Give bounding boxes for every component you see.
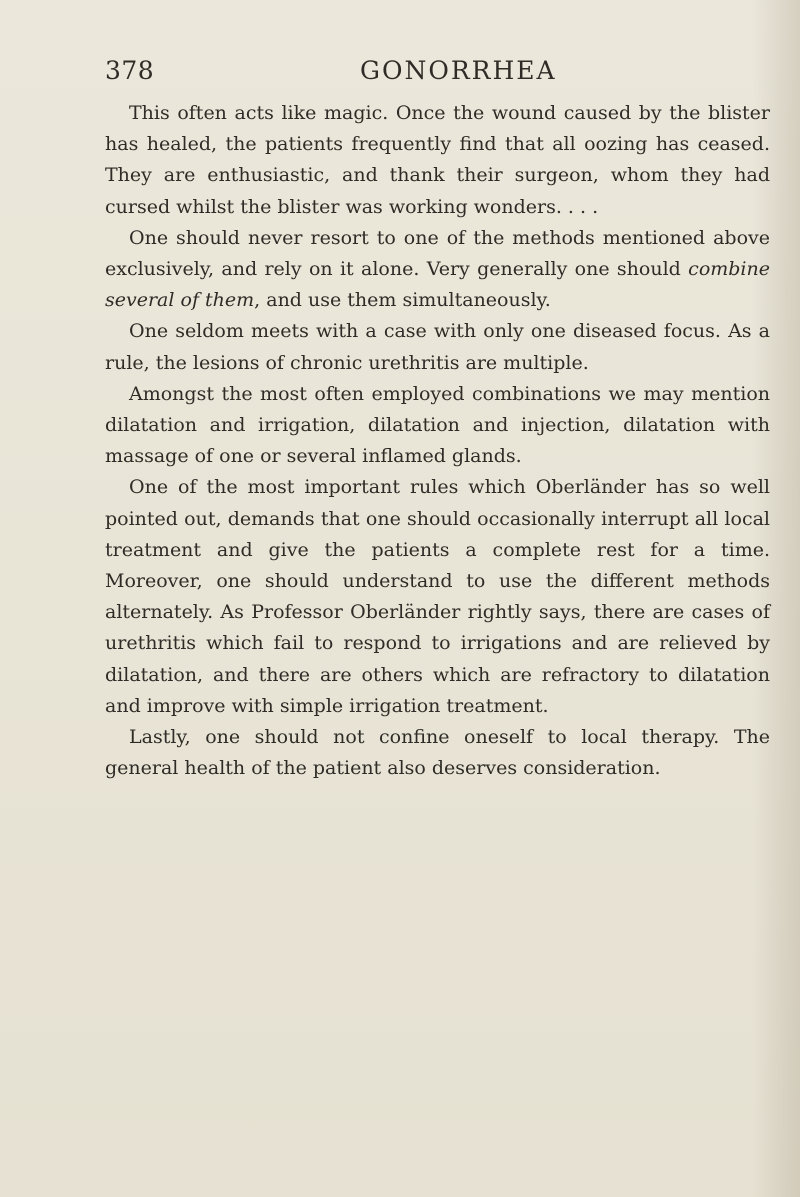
page-number: 378: [105, 56, 155, 85]
paragraph: One of the most important rules which Oberländer has so well pointed out, demands that one should occasionally interrupt all local treatment and give the patients a complete rest for a time. Moreover, one should understand to use the different methods alternately. As Professor Oberländer rightly says, there are cases of urethritis which fail to respond to irrigations and are relieved by dilatation, and there are others which are refractory to dilatation and improve with simple irrigation treatment.: [105, 476, 770, 717]
paragraph: Amongst the most often employed combinations we may mention dilatation and irrigation, dilatation and injection, dilatation with massage of one or several inflamed glands.: [105, 382, 770, 468]
page-header: [0, 56, 800, 96]
paragraph: Lastly, one should not confine oneself to local therapy. The general health of the patient also deserves consideration.: [105, 726, 770, 780]
running-head: GONORRHEA: [360, 56, 557, 85]
paragraph: One seldom meets with a case with only one diseased focus. As a rule, the lesions of chronic urethritis are multiple.: [105, 320, 770, 374]
emphasized-text: combine several of them: [105, 258, 770, 312]
paragraph-text: , and use them simultaneously.: [254, 289, 551, 312]
paragraph: [105, 223, 770, 317]
body-text: [105, 98, 770, 784]
paragraph: This often acts like magic. Once the wound caused by the blister has healed, the patients frequently find that all oozing has ceased. They are enthusiastic, and thank their surgeon, whom they had cursed whilst the blister was working wonders. . . .: [105, 102, 770, 218]
paragraph-text: One should never resort to one of the methods mentioned above exclusively, and rely on it alone. Very generally one should: [105, 226, 770, 281]
